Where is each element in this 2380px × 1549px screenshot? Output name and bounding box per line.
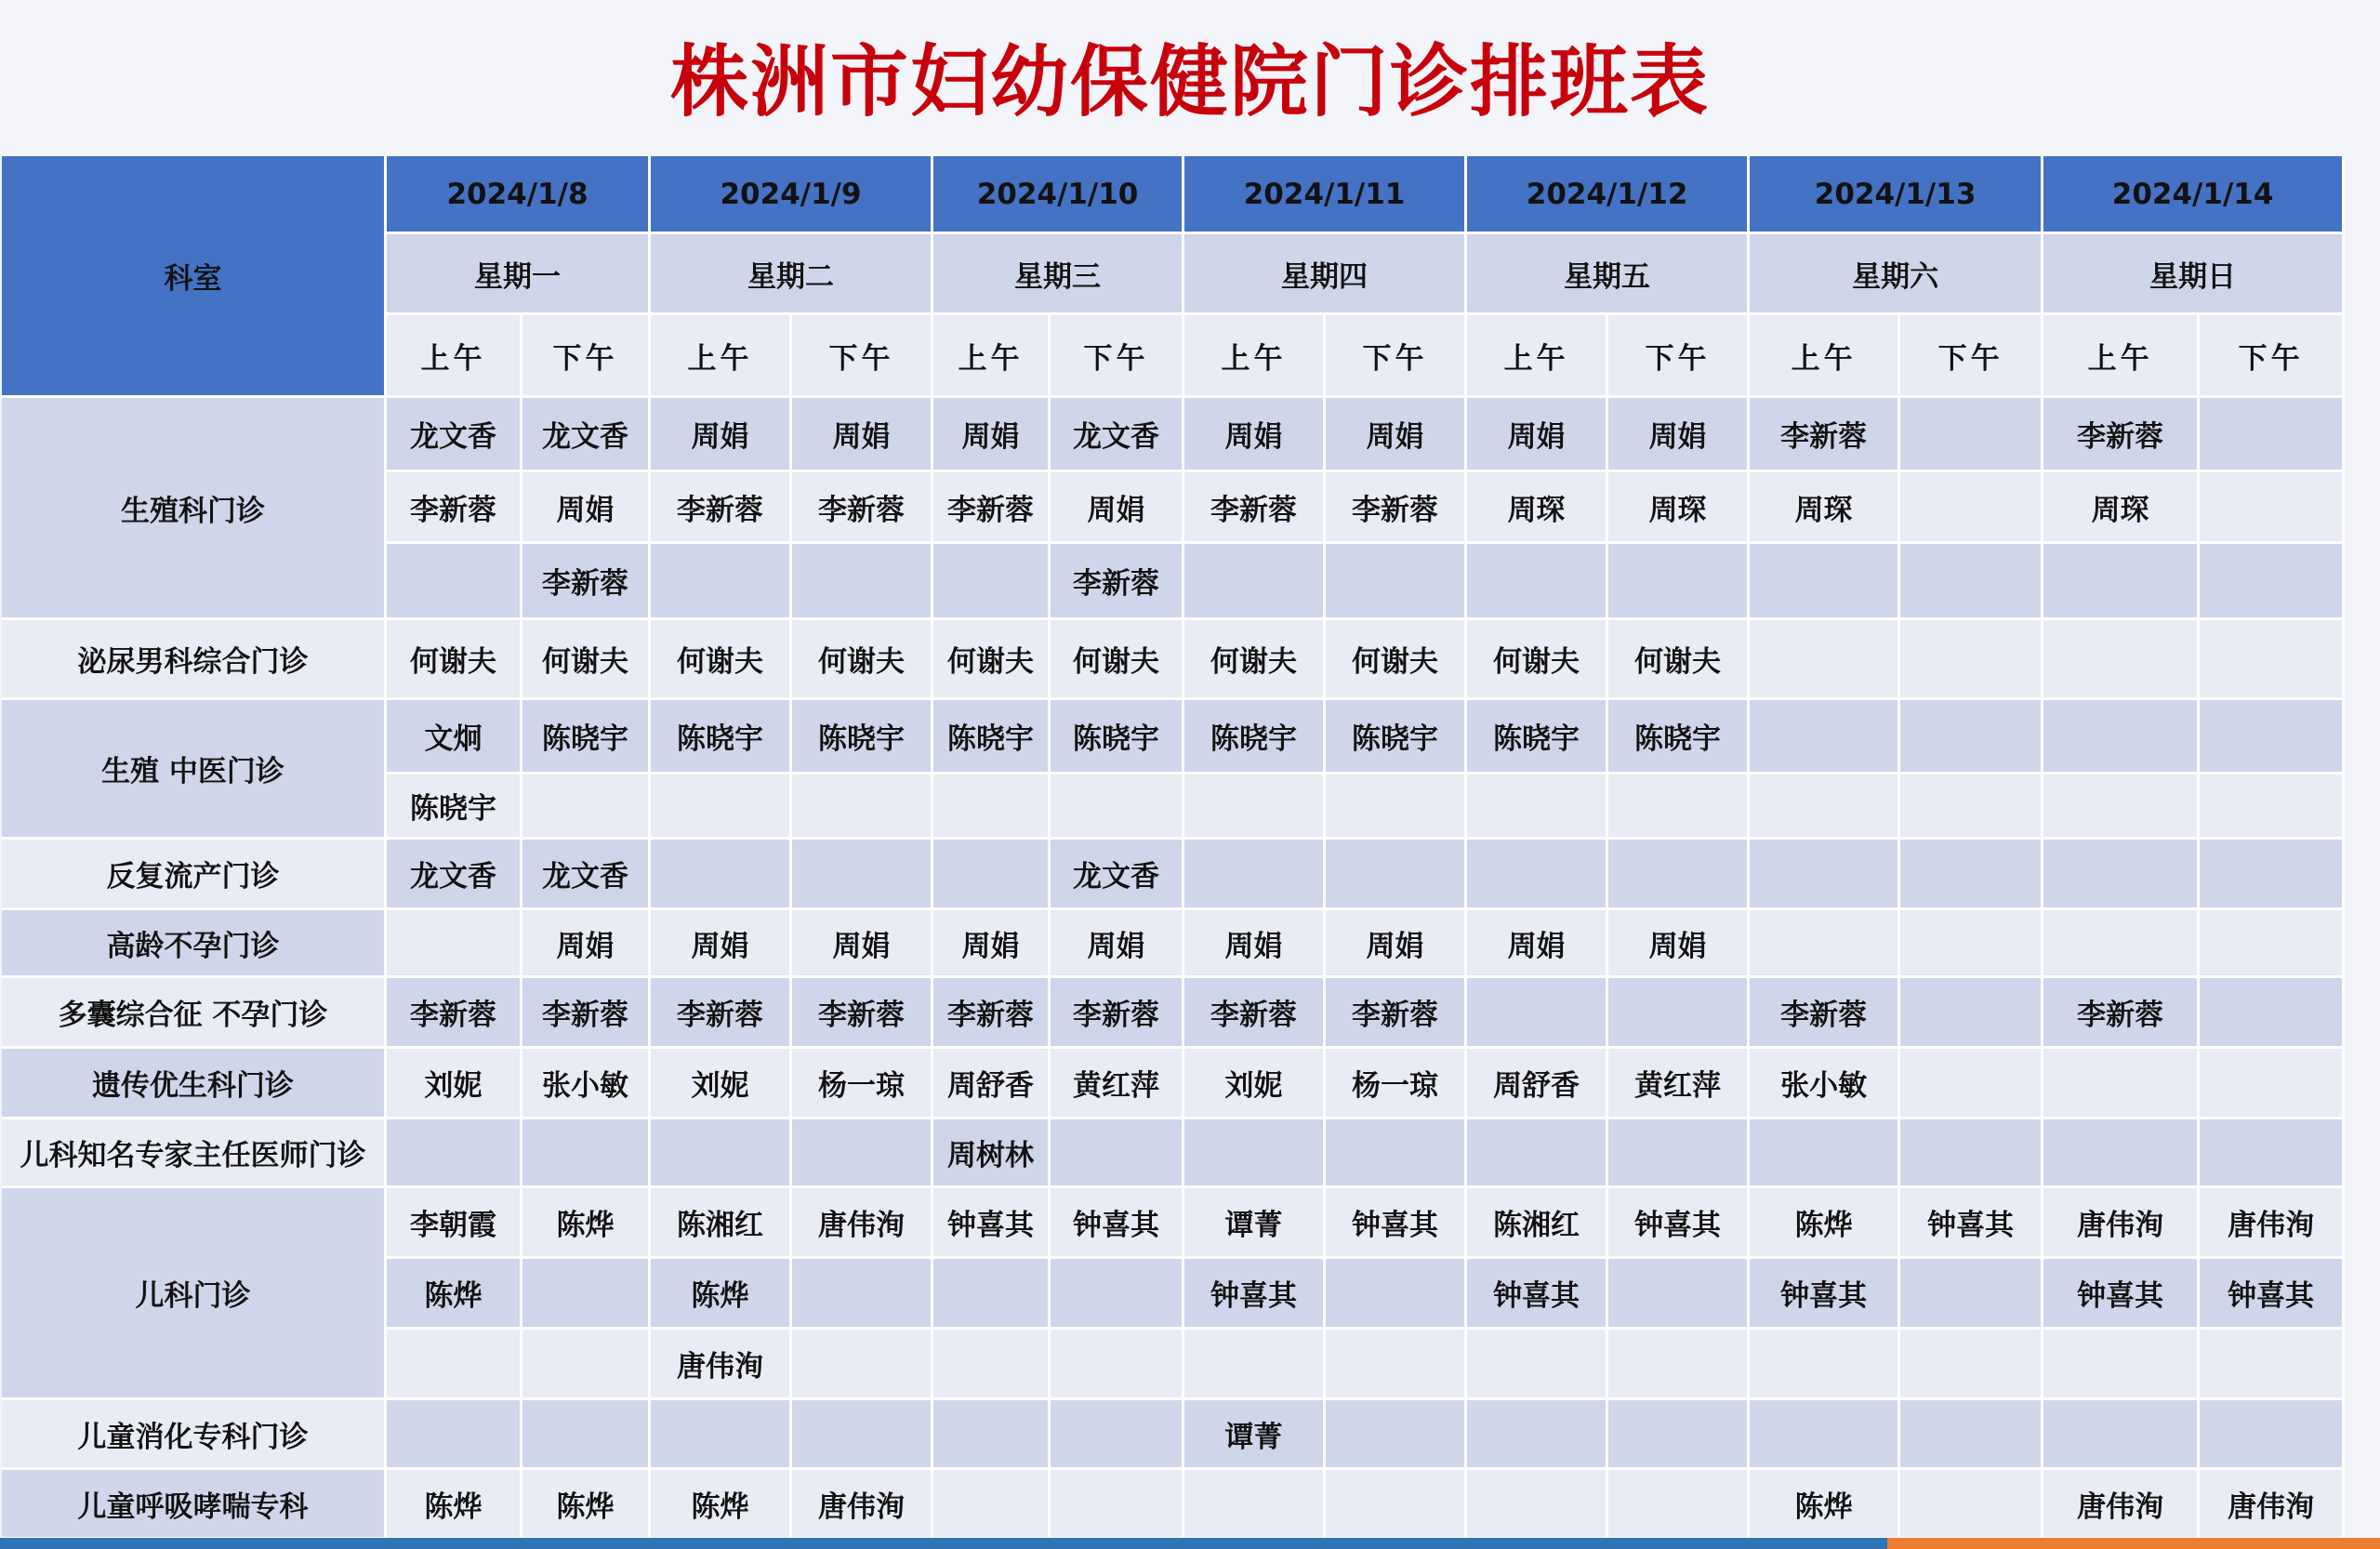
doctor-cell (1467, 544, 1608, 620)
doctor-cell: 何谢夫 (1051, 620, 1184, 700)
doctor-cell: 何谢夫 (651, 620, 792, 700)
schedule-table (2, 156, 2345, 1540)
doctor-cell (1900, 472, 2043, 544)
table-row (2, 910, 2345, 978)
doctor-cell (1900, 1259, 2043, 1330)
morning-header: 上午 (387, 315, 522, 398)
doctor-cell (933, 1470, 1051, 1540)
doctor-cell (387, 1119, 522, 1188)
doctor-cell: 陈烨 (387, 1470, 522, 1540)
doctor-cell: 李新蓉 (1184, 472, 1326, 544)
doctor-cell (522, 1400, 651, 1470)
doctor-cell (1184, 544, 1326, 620)
doctor-cell: 周舒香 (933, 1049, 1051, 1119)
weekday-header: 星期日 (2043, 234, 2345, 315)
doctor-cell (1750, 544, 1900, 620)
doctor-cell: 李新蓉 (522, 544, 651, 620)
doctor-cell (1326, 774, 1467, 840)
doctor-cell (1184, 840, 1326, 910)
doctor-cell: 陈烨 (1750, 1470, 1900, 1540)
doctor-cell: 周娟 (1051, 910, 1184, 978)
doctor-cell (933, 1259, 1051, 1330)
doctor-cell: 钟喜其 (2200, 1259, 2345, 1330)
doctor-cell: 李新蓉 (1051, 544, 1184, 620)
doctor-cell: 周娟 (792, 910, 933, 978)
doctor-cell: 钟喜其 (1750, 1259, 1900, 1330)
doctor-cell (1900, 1470, 2043, 1540)
doctor-cell (1326, 840, 1467, 910)
doctor-cell: 陈晓宇 (522, 700, 651, 774)
table-row (2, 978, 2345, 1049)
doctor-cell (651, 840, 792, 910)
doctor-cell (1900, 1400, 2043, 1470)
doctor-cell (2200, 1330, 2345, 1400)
doctor-cell: 谭菁 (1184, 1400, 1326, 1470)
page-title: 株洲市妇幼保健院门诊排班表 (669, 36, 1710, 127)
doctor-cell (792, 774, 933, 840)
weekday-header: 星期四 (1184, 234, 1467, 315)
date-header: 2024/1/8 (387, 156, 651, 234)
doctor-cell: 何谢夫 (522, 620, 651, 700)
doctor-cell: 陈晓宇 (1051, 700, 1184, 774)
doctor-cell (792, 1119, 933, 1188)
weekday-header: 星期三 (933, 234, 1184, 315)
doctor-cell: 陈晓宇 (792, 700, 933, 774)
doctor-cell: 周琛 (1467, 472, 1608, 544)
department-name: 多囊综合征 不孕门诊 (2, 978, 387, 1049)
doctor-cell (2200, 910, 2345, 978)
doctor-cell (1900, 700, 2043, 774)
doctor-cell: 周娟 (1184, 398, 1326, 472)
doctor-cell (1467, 840, 1608, 910)
doctor-cell: 周琛 (1608, 472, 1750, 544)
doctor-cell (2200, 620, 2345, 700)
morning-header: 上午 (651, 315, 792, 398)
doctor-cell (2043, 1119, 2200, 1188)
doctor-cell: 文炯 (387, 700, 522, 774)
doctor-cell: 陈晓宇 (1184, 700, 1326, 774)
doctor-cell (1900, 544, 2043, 620)
doctor-cell (2043, 1400, 2200, 1470)
doctor-cell (1608, 1400, 1750, 1470)
doctor-cell: 李新蓉 (1051, 978, 1184, 1049)
doctor-cell (1608, 1119, 1750, 1188)
doctor-cell (933, 774, 1051, 840)
doctor-cell: 周舒香 (1467, 1049, 1608, 1119)
department-name: 儿科门诊 (2, 1188, 387, 1400)
doctor-cell (1467, 1330, 1608, 1400)
department-name: 生殖科门诊 (2, 398, 387, 620)
doctor-cell: 刘妮 (387, 1049, 522, 1119)
doctor-cell: 刘妮 (1184, 1049, 1326, 1119)
doctor-cell (1750, 700, 1900, 774)
doctor-cell (1051, 1119, 1184, 1188)
doctor-cell (1900, 1049, 2043, 1119)
department-name: 生殖 中医门诊 (2, 700, 387, 840)
doctor-cell (1467, 1470, 1608, 1540)
doctor-cell (2200, 398, 2345, 472)
doctor-cell (1051, 774, 1184, 840)
doctor-cell (651, 1119, 792, 1188)
doctor-cell (792, 840, 933, 910)
doctor-cell: 李新蓉 (1184, 978, 1326, 1049)
table-row (2, 840, 2345, 910)
doctor-cell (387, 910, 522, 978)
morning-header: 上午 (1750, 315, 1900, 398)
doctor-cell: 陈烨 (1750, 1188, 1900, 1259)
doctor-cell (933, 544, 1051, 620)
doctor-cell: 钟喜其 (1184, 1259, 1326, 1330)
table-row (2, 1470, 2345, 1540)
doctor-cell (792, 544, 933, 620)
weekday-header: 星期二 (651, 234, 933, 315)
doctor-cell (792, 1330, 933, 1400)
department-name: 泌尿男科综合门诊 (2, 620, 387, 700)
weekday-header: 星期一 (387, 234, 651, 315)
dept-column-header: 科室 (2, 156, 387, 398)
doctor-cell: 龙文香 (522, 398, 651, 472)
date-header: 2024/1/13 (1750, 156, 2043, 234)
doctor-cell: 龙文香 (1051, 398, 1184, 472)
afternoon-header: 下午 (1326, 315, 1467, 398)
doctor-cell (2200, 544, 2345, 620)
doctor-cell: 李新蓉 (522, 978, 651, 1049)
doctor-cell (1608, 840, 1750, 910)
doctor-cell: 陈烨 (651, 1259, 792, 1330)
table-row (2, 1400, 2345, 1470)
doctor-cell: 黄红萍 (1051, 1049, 1184, 1119)
doctor-cell: 李新蓉 (2043, 978, 2200, 1049)
doctor-cell (1184, 1119, 1326, 1188)
doctor-cell: 李新蓉 (792, 978, 933, 1049)
doctor-cell: 杨一琼 (792, 1049, 933, 1119)
doctor-cell (1608, 774, 1750, 840)
doctor-cell (1467, 1119, 1608, 1188)
doctor-cell: 陈烨 (651, 1470, 792, 1540)
footer-bar-blue (0, 1538, 1887, 1549)
doctor-cell: 龙文香 (1051, 840, 1184, 910)
doctor-cell (1900, 1119, 2043, 1188)
doctor-cell (1750, 1400, 1900, 1470)
doctor-cell: 周树林 (933, 1119, 1051, 1188)
doctor-cell: 钟喜其 (1051, 1188, 1184, 1259)
table-row (2, 700, 2345, 774)
doctor-cell: 龙文香 (387, 398, 522, 472)
doctor-cell (651, 1400, 792, 1470)
date-header: 2024/1/11 (1184, 156, 1467, 234)
table-row (2, 1049, 2345, 1119)
doctor-cell (1184, 1330, 1326, 1400)
doctor-cell (2200, 1119, 2345, 1188)
doctor-cell: 李新蓉 (1326, 978, 1467, 1049)
doctor-cell: 李新蓉 (792, 472, 933, 544)
doctor-cell (2200, 700, 2345, 774)
weekday-header: 星期五 (1467, 234, 1750, 315)
doctor-cell (522, 1119, 651, 1188)
doctor-cell (1900, 1330, 2043, 1400)
doctor-cell: 李新蓉 (2043, 398, 2200, 472)
doctor-cell (1750, 840, 1900, 910)
doctor-cell: 刘妮 (651, 1049, 792, 1119)
doctor-cell (2043, 544, 2200, 620)
doctor-cell: 何谢夫 (1608, 620, 1750, 700)
doctor-cell (2043, 1049, 2200, 1119)
doctor-cell: 周娟 (1326, 910, 1467, 978)
doctor-cell (1750, 620, 1900, 700)
doctor-cell (1900, 774, 2043, 840)
doctor-cell (651, 544, 792, 620)
doctor-cell (1326, 1119, 1467, 1188)
doctor-cell (1608, 544, 1750, 620)
doctor-cell: 谭菁 (1184, 1188, 1326, 1259)
doctor-cell (2043, 700, 2200, 774)
doctor-cell (1608, 1470, 1750, 1540)
doctor-cell (1184, 1470, 1326, 1540)
table-row (2, 620, 2345, 700)
doctor-cell: 唐伟洵 (651, 1330, 792, 1400)
table-row (2, 1188, 2345, 1259)
doctor-cell: 周琛 (1750, 472, 1900, 544)
doctor-cell: 陈晓宇 (1467, 700, 1608, 774)
afternoon-header: 下午 (1051, 315, 1184, 398)
doctor-cell (1326, 1259, 1467, 1330)
doctor-cell (1326, 1330, 1467, 1400)
department-name: 遗传优生科门诊 (2, 1049, 387, 1119)
doctor-cell: 周琛 (2043, 472, 2200, 544)
doctor-cell: 陈烨 (387, 1259, 522, 1330)
department-name: 儿童消化专科门诊 (2, 1400, 387, 1470)
doctor-cell (933, 1330, 1051, 1400)
doctor-cell (792, 1259, 933, 1330)
afternoon-header: 下午 (792, 315, 933, 398)
doctor-cell: 周娟 (933, 398, 1051, 472)
doctor-cell: 何谢夫 (1467, 620, 1608, 700)
doctor-cell (2200, 472, 2345, 544)
doctor-cell: 何谢夫 (933, 620, 1051, 700)
doctor-cell: 钟喜其 (1900, 1188, 2043, 1259)
morning-header: 上午 (1467, 315, 1608, 398)
afternoon-header: 下午 (2200, 315, 2345, 398)
doctor-cell: 钟喜其 (933, 1188, 1051, 1259)
doctor-cell (522, 1259, 651, 1330)
doctor-cell: 何谢夫 (1184, 620, 1326, 700)
doctor-cell (1051, 1259, 1184, 1330)
doctor-cell (387, 1330, 522, 1400)
doctor-cell (1326, 544, 1467, 620)
doctor-cell: 周娟 (792, 398, 933, 472)
doctor-cell (1608, 1259, 1750, 1330)
doctor-cell (2043, 840, 2200, 910)
doctor-cell: 龙文香 (387, 840, 522, 910)
doctor-cell (387, 544, 522, 620)
doctor-cell: 李新蓉 (933, 472, 1051, 544)
doctor-cell: 周娟 (1326, 398, 1467, 472)
date-header: 2024/1/12 (1467, 156, 1750, 234)
date-header: 2024/1/14 (2043, 156, 2345, 234)
department-name: 高龄不孕门诊 (2, 910, 387, 978)
doctor-cell: 钟喜其 (1326, 1188, 1467, 1259)
date-header: 2024/1/9 (651, 156, 933, 234)
doctor-cell: 陈晓宇 (1326, 700, 1467, 774)
doctor-cell (1750, 1330, 1900, 1400)
doctor-cell (1184, 774, 1326, 840)
doctor-cell (1051, 1400, 1184, 1470)
doctor-cell (651, 774, 792, 840)
doctor-cell: 陈烨 (522, 1470, 651, 1540)
doctor-cell (2200, 1049, 2345, 1119)
doctor-cell: 周娟 (1467, 910, 1608, 978)
doctor-cell: 周娟 (1608, 398, 1750, 472)
doctor-cell (2200, 840, 2345, 910)
doctor-cell: 李新蓉 (1750, 978, 1900, 1049)
doctor-cell (1900, 398, 2043, 472)
weekday-header: 星期六 (1750, 234, 2043, 315)
doctor-cell (1900, 978, 2043, 1049)
doctor-cell (1326, 1400, 1467, 1470)
doctor-cell (1051, 1470, 1184, 1540)
doctor-cell: 李朝霞 (387, 1188, 522, 1259)
doctor-cell (1750, 910, 1900, 978)
table-row (2, 398, 2345, 472)
doctor-cell: 李新蓉 (387, 978, 522, 1049)
afternoon-header: 下午 (1900, 315, 2043, 398)
doctor-cell: 唐伟洵 (792, 1188, 933, 1259)
doctor-cell (1608, 1330, 1750, 1400)
doctor-cell: 唐伟洵 (2043, 1470, 2200, 1540)
department-name: 儿童呼吸哮喘专科 (2, 1470, 387, 1540)
doctor-cell (792, 1400, 933, 1470)
doctor-cell: 李新蓉 (1750, 398, 1900, 472)
doctor-cell (1900, 620, 2043, 700)
table-row (2, 1119, 2345, 1188)
doctor-cell: 李新蓉 (933, 978, 1051, 1049)
doctor-cell: 周娟 (1467, 398, 1608, 472)
doctor-cell (387, 1400, 522, 1470)
doctor-cell: 何谢夫 (1326, 620, 1467, 700)
doctor-cell (1750, 1119, 1900, 1188)
doctor-cell: 唐伟洵 (792, 1470, 933, 1540)
doctor-cell: 陈烨 (522, 1188, 651, 1259)
doctor-cell (933, 1400, 1051, 1470)
doctor-cell (1608, 978, 1750, 1049)
doctor-cell (2043, 910, 2200, 978)
doctor-cell: 钟喜其 (1608, 1188, 1750, 1259)
doctor-cell: 陈晓宇 (933, 700, 1051, 774)
doctor-cell (522, 774, 651, 840)
doctor-cell: 张小敏 (522, 1049, 651, 1119)
doctor-cell (2200, 978, 2345, 1049)
doctor-cell: 黄红萍 (1608, 1049, 1750, 1119)
doctor-cell (1326, 1470, 1467, 1540)
doctor-cell (1467, 774, 1608, 840)
doctor-cell (1750, 774, 1900, 840)
doctor-cell (1900, 840, 2043, 910)
doctor-cell (522, 1330, 651, 1400)
doctor-cell: 李新蓉 (1326, 472, 1467, 544)
doctor-cell: 李新蓉 (651, 978, 792, 1049)
doctor-cell: 钟喜其 (2043, 1259, 2200, 1330)
doctor-cell: 陈晓宇 (651, 700, 792, 774)
doctor-cell: 陈晓宇 (387, 774, 522, 840)
doctor-cell: 周娟 (651, 910, 792, 978)
doctor-cell: 周娟 (1051, 472, 1184, 544)
doctor-cell (2043, 1330, 2200, 1400)
doctor-cell: 陈晓宇 (1608, 700, 1750, 774)
morning-header: 上午 (933, 315, 1051, 398)
doctor-cell: 张小敏 (1750, 1049, 1900, 1119)
doctor-cell: 陈湘红 (1467, 1188, 1608, 1259)
doctor-cell: 杨一琼 (1326, 1049, 1467, 1119)
doctor-cell (2043, 620, 2200, 700)
doctor-cell: 何谢夫 (792, 620, 933, 700)
doctor-cell: 周娟 (1608, 910, 1750, 978)
morning-header: 上午 (2043, 315, 2200, 398)
doctor-cell: 唐伟洵 (2200, 1470, 2345, 1540)
doctor-cell: 何谢夫 (387, 620, 522, 700)
doctor-cell: 李新蓉 (651, 472, 792, 544)
doctor-cell: 周娟 (651, 398, 792, 472)
afternoon-header: 下午 (1608, 315, 1750, 398)
department-name: 儿科知名专家主任医师门诊 (2, 1119, 387, 1188)
doctor-cell (1467, 978, 1608, 1049)
afternoon-header: 下午 (522, 315, 651, 398)
doctor-cell: 陈湘红 (651, 1188, 792, 1259)
doctor-cell (1467, 1400, 1608, 1470)
date-header: 2024/1/10 (933, 156, 1184, 234)
doctor-cell: 龙文香 (522, 840, 651, 910)
doctor-cell (933, 840, 1051, 910)
doctor-cell: 周娟 (1184, 910, 1326, 978)
doctor-cell: 钟喜其 (1467, 1259, 1608, 1330)
doctor-cell: 李新蓉 (387, 472, 522, 544)
doctor-cell: 周娟 (933, 910, 1051, 978)
doctor-cell (1051, 1330, 1184, 1400)
doctor-cell (2200, 774, 2345, 840)
doctor-cell (1900, 910, 2043, 978)
footer-bar-orange (1887, 1538, 2380, 1549)
doctor-cell (2200, 1400, 2345, 1470)
morning-header: 上午 (1184, 315, 1326, 398)
doctor-cell: 周娟 (522, 472, 651, 544)
doctor-cell: 周娟 (522, 910, 651, 978)
department-name: 反复流产门诊 (2, 840, 387, 910)
doctor-cell (2043, 774, 2200, 840)
doctor-cell: 唐伟洵 (2043, 1188, 2200, 1259)
doctor-cell: 唐伟洵 (2200, 1188, 2345, 1259)
